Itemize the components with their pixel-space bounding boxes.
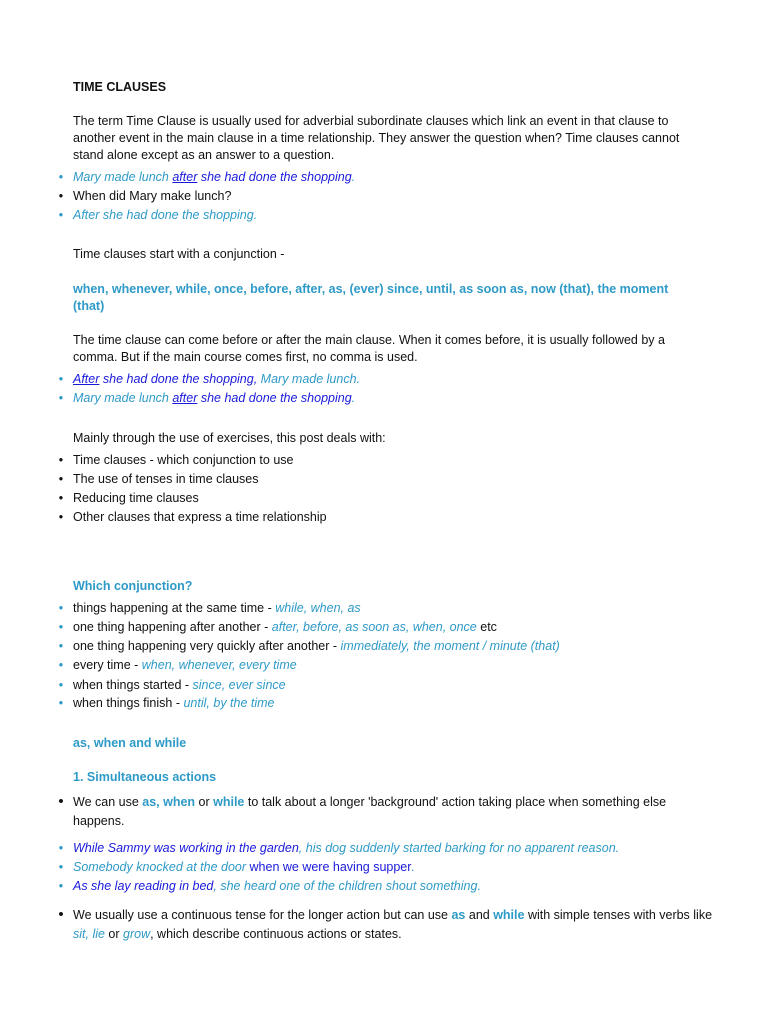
rule-text: and — [465, 908, 494, 922]
bullet-icon: • — [58, 391, 64, 405]
example-main-clause: , his dog suddenly started barking for no apparent reason. — [298, 841, 620, 855]
usage-text: every time - — [73, 658, 142, 672]
which-conjunction-heading: Which conjunction? — [73, 579, 193, 593]
bullet-icon: • — [58, 620, 64, 634]
bullet-icon: • — [58, 860, 64, 874]
rule-text: with simple tenses with verbs like — [524, 908, 713, 922]
bullet-icon: • — [58, 841, 64, 855]
example-punct: . — [411, 860, 415, 874]
rule-conjunction: as, when — [142, 795, 196, 809]
list-item-text: Time clauses - which conjunction to use — [73, 453, 294, 467]
rule-verbs: sit, lie — [73, 927, 105, 941]
bullet-icon: • — [58, 472, 64, 486]
usage-text: when things started - — [73, 678, 193, 692]
rule-text: , which describe continuous actions or states. — [150, 927, 402, 941]
bullet-icon: • — [58, 601, 64, 615]
bullet-icon: • — [58, 208, 64, 222]
list-item-text: Other clauses that express a time relationship — [73, 510, 327, 524]
list-item-text: Reducing time clauses — [73, 491, 199, 505]
usage-text: when things finish - — [73, 696, 184, 710]
rule-text: or — [195, 795, 214, 809]
bullet-icon: • — [58, 879, 64, 893]
rule-verbs: grow — [123, 927, 151, 941]
usage-conjunctions: until, by the time — [183, 696, 275, 710]
simultaneous-actions-heading: 1. Simultaneous actions — [73, 770, 217, 784]
bullet-icon: • — [58, 491, 64, 505]
conjunction-list: when, whenever, while, once, before, after, as, (ever) since, until, as soon as, now (that), the moment (that) — [73, 282, 669, 313]
usage-conjunctions: after, before, as soon as, when, once — [271, 620, 477, 634]
bullet-icon: • — [58, 372, 64, 386]
position-paragraph: The time clause can come before or after the main clause. When it comes before, it is usually followed by a comma. But if the main course comes first, no comma is used. — [73, 333, 665, 364]
usage-text: one thing happening very quickly after another - — [73, 639, 341, 653]
bullet-icon: • — [58, 696, 64, 710]
example-question: When did Mary make lunch? — [73, 189, 232, 203]
example-time-clause: when we were having supper — [249, 860, 412, 874]
bullet-icon: • — [58, 170, 64, 184]
rule-conjunction: as — [451, 908, 466, 922]
bullet-icon: • — [58, 453, 64, 467]
post-intro: Mainly through the use of exercises, this post deals with: — [73, 431, 386, 445]
example-time-clause: While Sammy was working in the garden — [73, 841, 299, 855]
usage-conjunctions: since, ever since — [192, 678, 286, 692]
usage-tail: etc — [476, 620, 497, 634]
usage-conjunctions: when, whenever, every time — [141, 658, 297, 672]
page-title: TIME CLAUSES — [73, 80, 167, 94]
as-when-while-heading: as, when and while — [73, 736, 187, 750]
example-punct: . — [351, 391, 356, 405]
rule-text: to talk about a longer 'background' action taking place when something else happens. — [73, 795, 667, 828]
bullet-icon: • — [58, 678, 64, 692]
rule-conjunction: while — [213, 795, 245, 809]
example-conjunction: After — [73, 372, 100, 386]
conjunction-intro: Time clauses start with a conjunction - — [73, 247, 285, 261]
example-main-clause: Mary made lunch — [73, 391, 173, 405]
rule-text: We usually use a continuous tense for the longer action but can use — [73, 908, 452, 922]
example-time-clause: As she lay reading in bed — [73, 879, 214, 893]
example-main-clause: Somebody knocked at the door — [73, 860, 250, 874]
list-item-text: The use of tenses in time clauses — [73, 472, 259, 486]
example-main-clause: , she heard one of the children shout something. — [213, 879, 481, 893]
bullet-icon: • — [58, 793, 64, 810]
example-answer: After she had done the shopping. — [73, 208, 258, 222]
example-time-clause: she had done the shopping — [197, 170, 352, 184]
intro-paragraph: The term Time Clause is usually used for adverbial subordinate clauses which link an event in that clause to another event in the main clause in a time relationship. They answer the question when? Time clauses cannot stand alone except as an answer to a question. — [73, 114, 680, 162]
example-main-clause: Mary made lunch — [73, 170, 173, 184]
usage-conjunctions: while, when, as — [275, 601, 361, 615]
usage-text: one thing happening after another - — [73, 620, 272, 634]
usage-conjunctions: immediately, the moment / minute (that) — [340, 639, 560, 653]
rule-conjunction: while — [493, 908, 525, 922]
bullet-icon: • — [58, 189, 64, 203]
bullet-icon: • — [58, 510, 64, 524]
example-main-clause: Mary made lunch. — [257, 372, 361, 386]
example-time-clause: she had done the shopping, — [99, 372, 258, 386]
example-punct: . — [351, 170, 356, 184]
rule-text: We can use — [73, 795, 143, 809]
usage-text: things happening at the same time - — [73, 601, 276, 615]
example-conjunction: after — [172, 391, 198, 405]
bullet-icon: • — [58, 906, 64, 923]
rule-text: or — [104, 927, 124, 941]
bullet-icon: • — [58, 658, 64, 672]
example-conjunction: after — [172, 170, 198, 184]
example-time-clause: she had done the shopping — [197, 391, 352, 405]
bullet-icon: • — [58, 639, 64, 653]
